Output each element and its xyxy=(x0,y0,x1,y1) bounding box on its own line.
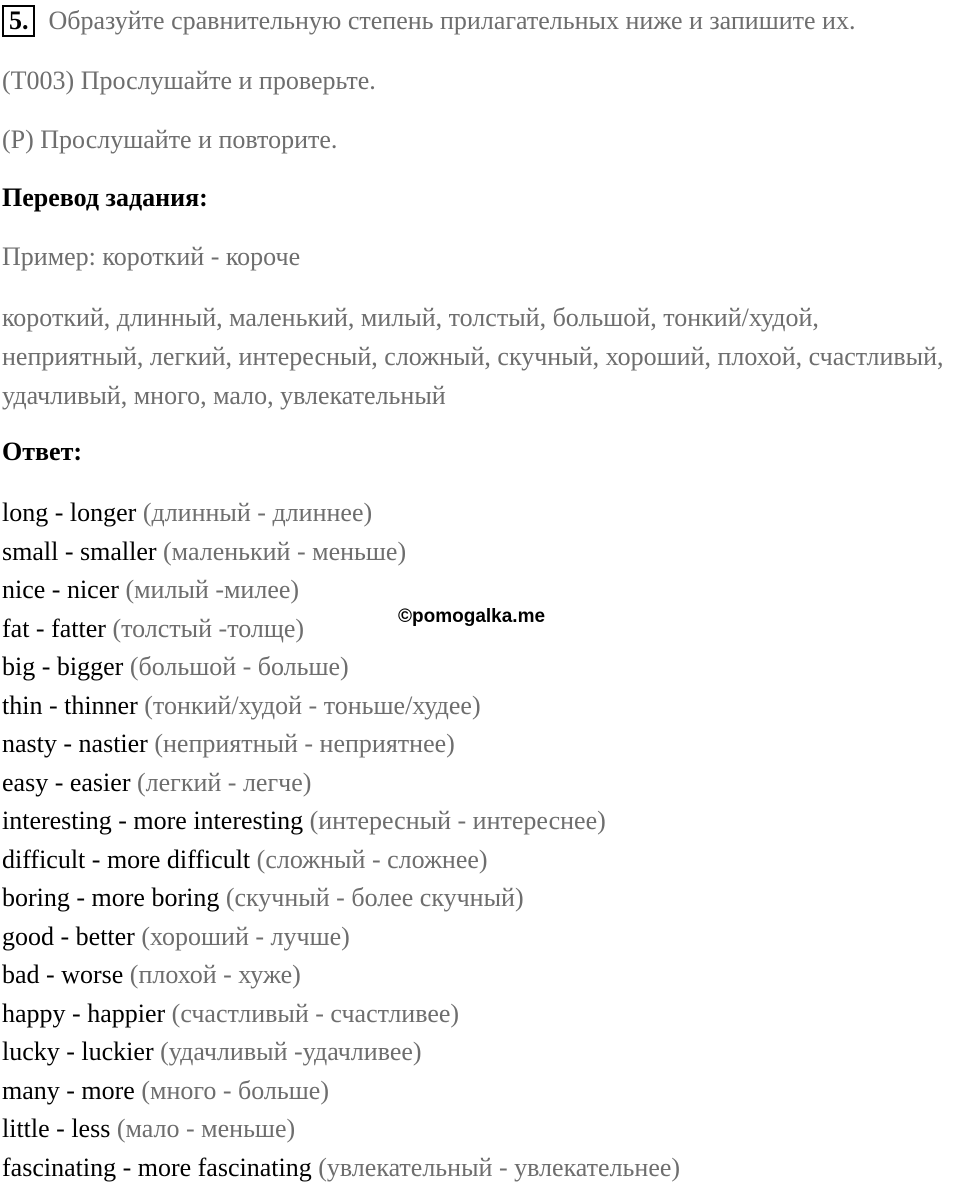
answer-item xyxy=(2,533,680,572)
answer-item xyxy=(2,1110,680,1149)
answer-translation: (много - больше) xyxy=(141,1076,329,1105)
answer-translation: (сложный - сложнее) xyxy=(257,845,488,874)
answer-translation: (счастливый - счастливее) xyxy=(172,999,459,1028)
answer-translation: (увлекательный - увлекательнее) xyxy=(318,1153,680,1182)
answer-english: lucky - luckier xyxy=(2,1037,154,1066)
answer-item xyxy=(2,802,680,841)
answer-item xyxy=(2,610,680,649)
answer-english: interesting - more interesting xyxy=(2,806,303,835)
translation-heading: Перевод задания: xyxy=(2,183,208,213)
answer-english: small - smaller xyxy=(2,537,157,566)
answer-english: difficult - more difficult xyxy=(2,845,250,874)
answer-translation: (милый -милее) xyxy=(125,575,299,604)
watermark: ©pomogalka.me xyxy=(398,606,545,628)
answer-heading: Ответ: xyxy=(2,437,82,467)
answer-translation: (мало - меньше) xyxy=(117,1114,295,1143)
answer-english: nasty - nastier xyxy=(2,729,148,758)
answer-english: fascinating - more fascinating xyxy=(2,1153,312,1182)
answer-item xyxy=(2,494,680,533)
answer-translation: (скучный - более скучный) xyxy=(226,883,524,912)
answer-list xyxy=(2,494,680,1187)
answer-translation: (маленький - меньше) xyxy=(163,537,406,566)
answer-english: nice - nicer xyxy=(2,575,119,604)
listen-repeat-text: (P) Прослушайте и повторите. xyxy=(2,125,337,155)
answer-item xyxy=(2,956,680,995)
answer-translation: (тонкий/худой - тоньше/худее) xyxy=(144,691,480,720)
answer-item xyxy=(2,841,680,880)
answer-english: big - bigger xyxy=(2,652,123,681)
answer-english: little - less xyxy=(2,1114,110,1143)
translation-word-list: короткий, длинный, маленький, милый, толстый, большой, тонкий/худой, неприятный, легкий, интересный, сложный, скучный, хороший, плохой, счастливый, удачливый, много, мало, увлекательный xyxy=(2,298,952,415)
answer-item xyxy=(2,764,680,803)
answer-item xyxy=(2,1072,680,1111)
answer-english: thin - thinner xyxy=(2,691,138,720)
task-number: 5. xyxy=(2,5,35,37)
answer-english: easy - easier xyxy=(2,768,130,797)
answer-item xyxy=(2,725,680,764)
answer-item xyxy=(2,918,680,957)
answer-english: long - longer xyxy=(2,498,136,527)
answer-translation: (толстый -толще) xyxy=(112,614,304,643)
answer-translation: (длинный - длиннее) xyxy=(143,498,372,527)
answer-item xyxy=(2,571,680,610)
listen-check-text: (T003) Прослушайте и проверьте. xyxy=(2,66,376,96)
answer-translation: (легкий - легче) xyxy=(137,768,311,797)
answer-english: happy - happier xyxy=(2,999,165,1028)
answer-item xyxy=(2,995,680,1034)
answer-translation: (хороший - лучше) xyxy=(141,922,349,951)
answer-english: fat - fatter xyxy=(2,614,106,643)
answer-english: bad - worse xyxy=(2,960,123,989)
answer-translation: (удачливый -удачливее) xyxy=(160,1037,421,1066)
translation-example: Пример: короткий - короче xyxy=(2,242,300,272)
answer-english: good - better xyxy=(2,922,135,951)
answer-translation: (большой - больше) xyxy=(130,652,349,681)
task-header xyxy=(2,5,855,37)
answer-english: boring - more boring xyxy=(2,883,219,912)
task-instruction: Образуйте сравнительную степень прилагательных ниже и запишите их. xyxy=(49,6,856,35)
answer-translation: (неприятный - неприятнее) xyxy=(154,729,454,758)
answer-item xyxy=(2,1033,680,1072)
answer-item xyxy=(2,879,680,918)
answer-item xyxy=(2,1149,680,1187)
answer-item xyxy=(2,687,680,726)
answer-item xyxy=(2,648,680,687)
answer-translation: (плохой - хуже) xyxy=(130,960,301,989)
answer-translation: (интересный - интереснее) xyxy=(310,806,606,835)
answer-english: many - more xyxy=(2,1076,135,1105)
